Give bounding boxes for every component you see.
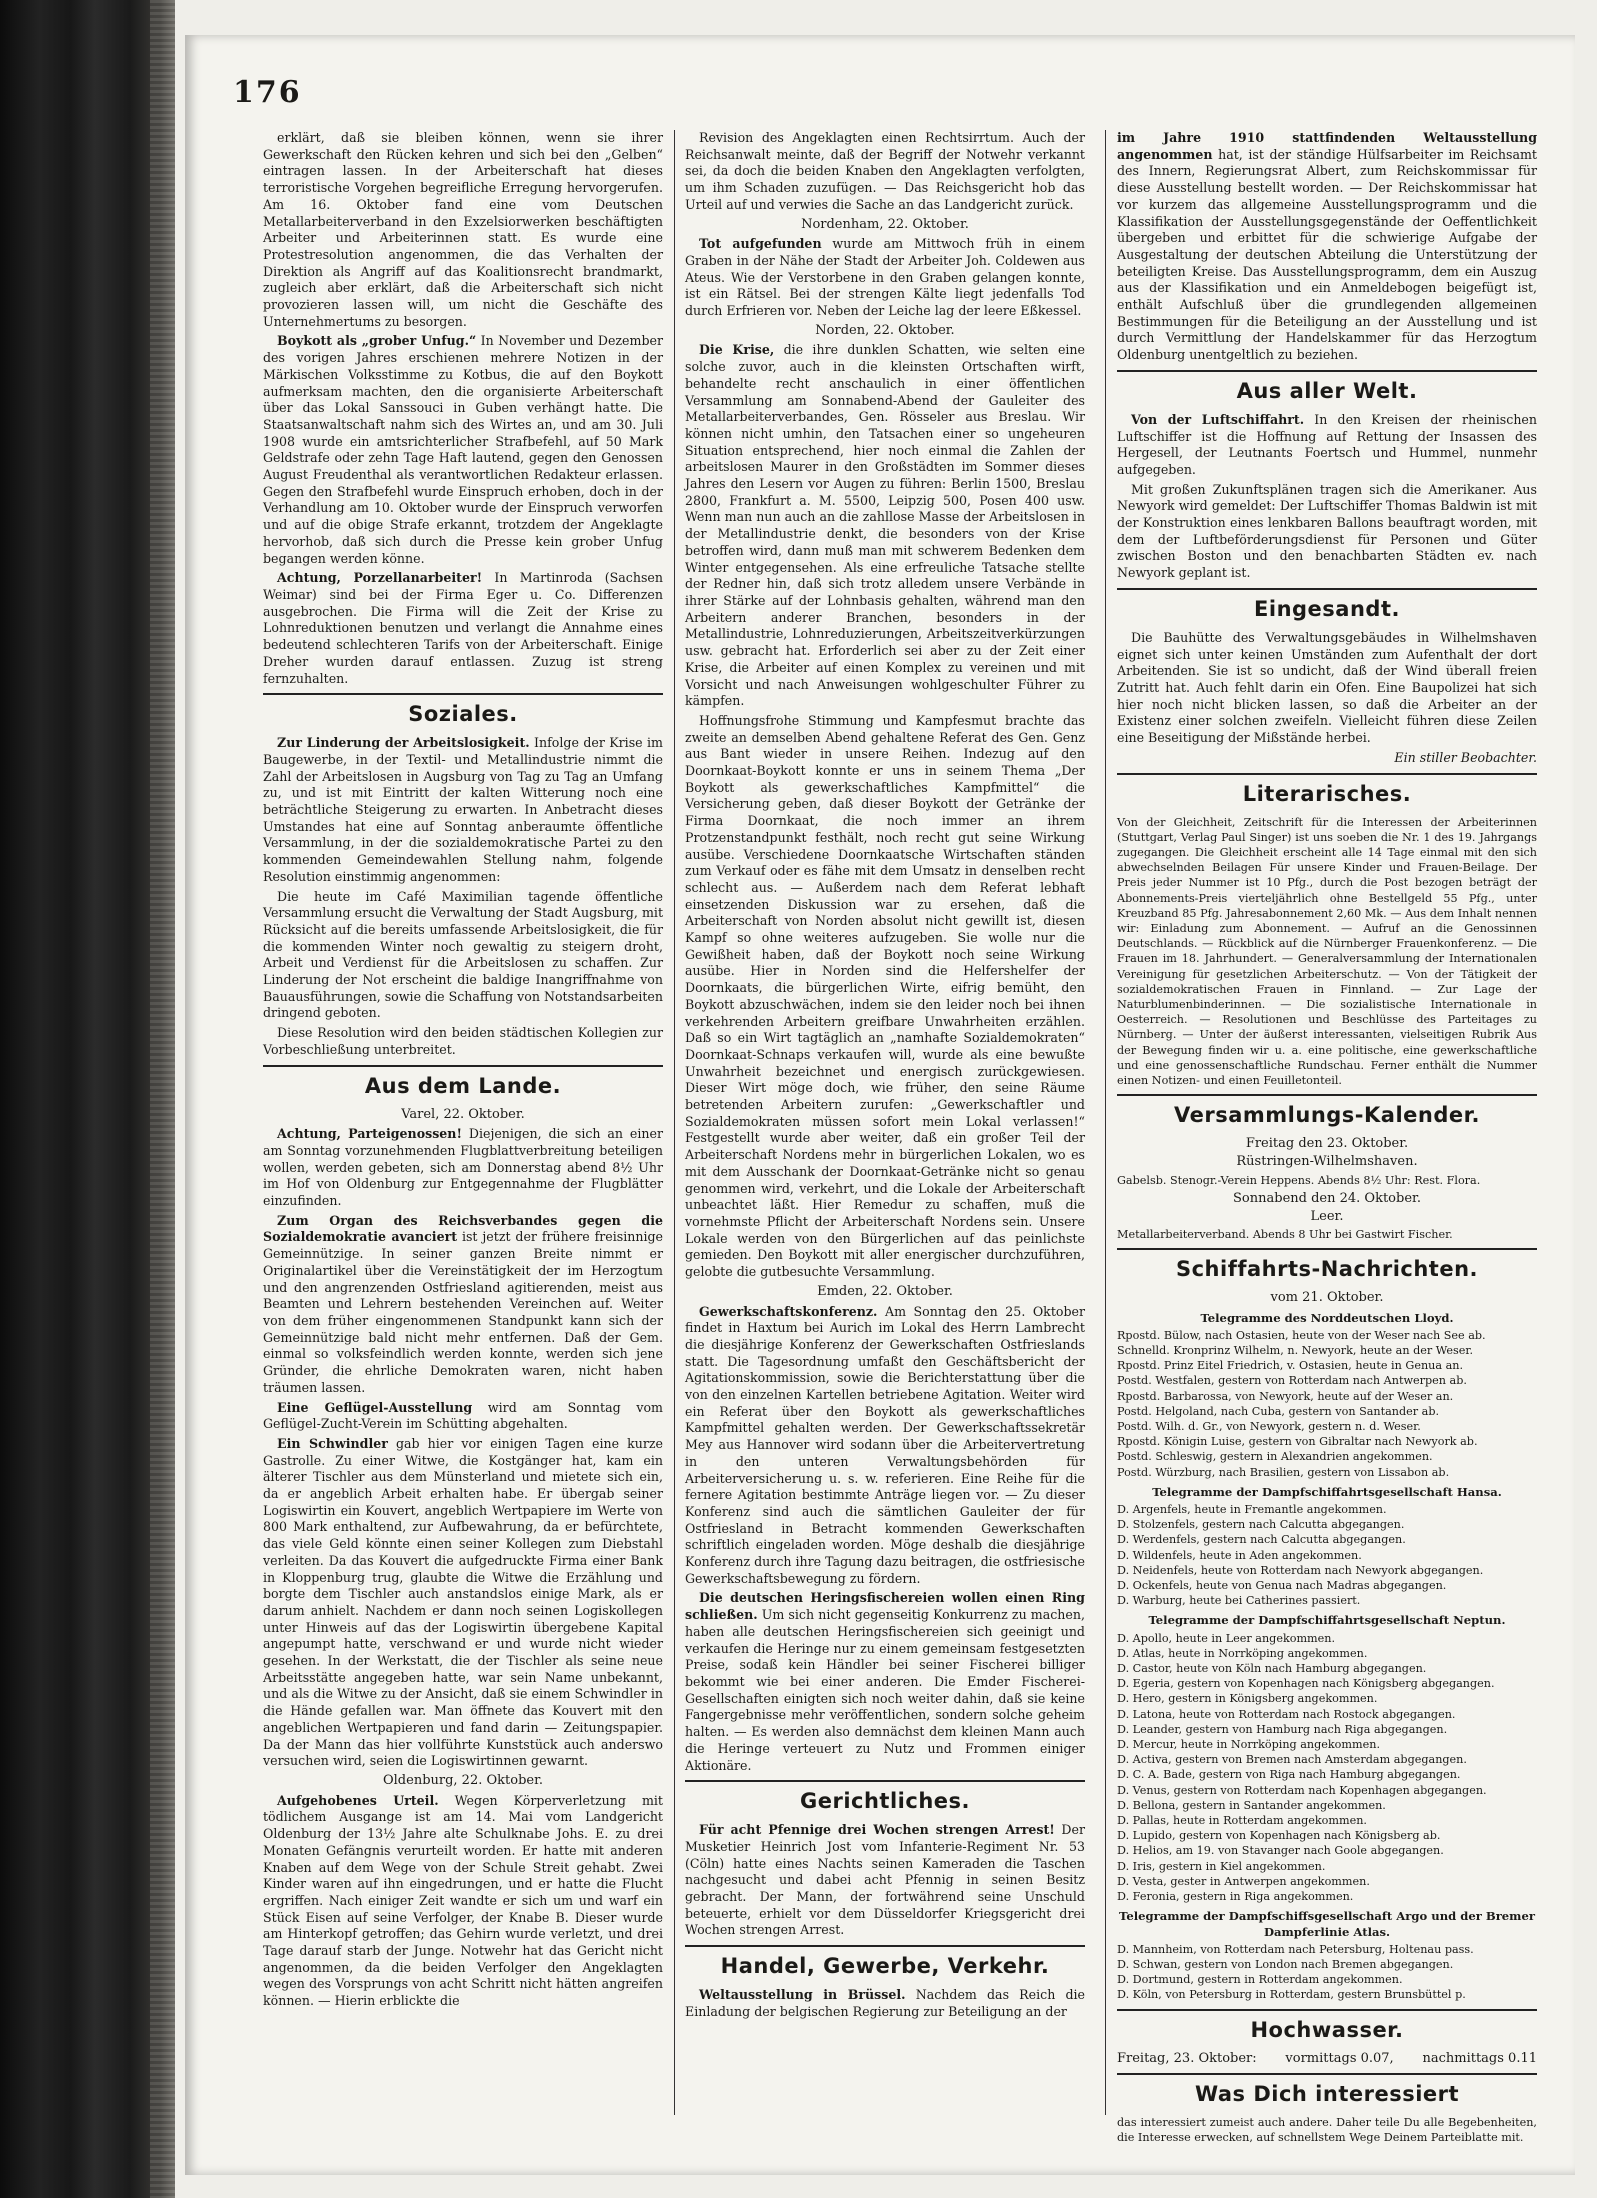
section-heading-literarisches: Literarisches. (1117, 773, 1537, 809)
dateline: Emden, 22. Oktober. (817, 1283, 953, 1299)
paragraph: Achtung, Parteigenossen! Diejenigen, die sich an einer am Sonntag vorzunehmenden Flugblattverbreitung beteiligen wollen, werden gebeten, sich am Donnerstag abend 8½ Uhr im Hof von Oldenburg zur Entgegennahme der Flugblätter einzufinden. (263, 1126, 663, 1209)
paragraph: Tot aufgefunden wurde am Mittwoch früh in einem Graben in der Nähe der Stadt der Arbeiter Joh. Coldewen aus Ateus. Wie der Verstorbene in den Graben gelangen konnte, ist ein Rätsel. Bei der strengen Kälte liegt jedenfalls Tod durch Erfrieren vor. Neben der Leiche lag der leere Eßkessel. (685, 236, 1085, 319)
ship-entry: D. Mannheim, von Rotterdam nach Petersburg, Holtenau pass. (1117, 1942, 1474, 1956)
ship-entry: Schnelld. Kronprinz Wilhelm, n. Newyork, heute an der Weser. (1117, 1343, 1474, 1357)
paragraph: Boykott als „grober Unfug.“ In November und Dezember des vorigen Jahres erschienen mehrere Notizen in der Märkischen Volksstimme zu Kotbus, die auf den Boykott aufmerksam machten, den die organisierte Arbeiterschaft über das Lokal Sanssouci in Guben verhängt hatte. Die Staatsanwaltschaft nahm sich des Wirtes an, und am 30. Juli 1908 wurde ein amtsrichterlicher Strafbefehl, auf 50 Mark Geldstrafe oder zehn Tage Haft lautend, gegen den Genossen August Freudenthal als verantwortlichen Redakteur erlassen. Gegen den Strafbefehl wurde Einspruch erhoben, doch in der Verhandlung am 10. Oktober wurde der Einspruch verworfen und auf die obige Strafe erkannt, trotzdem der Angeklagte hervorhob, daß sich durch die Presse kein grober Unfug begangen werden könne. (263, 333, 663, 566)
section-heading-was-dich-interessiert: Was Dich interessiert (1117, 2073, 1537, 2109)
section-heading-gerichtliches: Gerichtliches. (685, 1780, 1085, 1816)
calendar-date: Sonnabend den 24. Oktober. (1233, 1190, 1421, 1206)
paragraph: Für acht Pfennige drei Wochen strengen Arrest! Der Musketier Heinrich Jost vom Infanterie-Regiment Nr. 53 (Cöln) hatte eines Nachts seinen Kameraden die Taschen nachgesucht und dabei acht Pfennig in seinen Besitz gebracht. Der Mann, der fortwährend seine Unschuld beteuerte, erhielt vor dem Düsseldorfer Kriegsgericht drei Wochen strengen Arrest. (685, 1822, 1085, 1938)
paragraph: Revision des Angeklagten einen Rechtsirrtum. Auch der Reichsanwalt meinte, daß der Begriff der Notwehr verkannt sei, da doch die beiden Knaben den Angeklagten verfolgten, um ihm Schaden zuzufügen. — Das Reichsgericht hob das Urteil auf und verwies die Sache an das Landgericht zurück. (685, 130, 1085, 212)
calendar-entry: Gabelsb. Stenogr.-Verein Heppens. Abends 8½ Uhr: Rest. Flora. (1117, 1173, 1481, 1187)
ship-entry: Rpostd. Bülow, nach Ostasien, heute von der Weser nach See ab. (1117, 1328, 1486, 1342)
paragraph: Von der Luftschiffahrt. In den Kreisen der rheinischen Luftschiffer ist die Hoffnung auf Rettung der Insassen des Hergesell, der Leutnants Foertsch und Hummel, nunmehr aufgegeben. (1117, 411, 1538, 477)
section-heading-schiffahrt: Schiffahrts-Nachrichten. (1117, 1248, 1537, 1284)
ship-entry: Rpostd. Königin Luise, gestern von Gibraltar nach Newyork ab. (1117, 1435, 1478, 1449)
dateline: Oldenburg, 22. Oktober. (382, 1772, 544, 1788)
paragraph: Von der Gleichheit, Zeitschrift für die Interessen der Arbeiterinnen (Stuttgart, Verlag Paul Singer) ist uns soeben die Nr. 1 des 19. Jahrgangs zugegangen. Die Gleichheit erscheint alle 14 Tage einmal mit den sich abwechselnden Beilagen Für unsere Kinder und Frauen-Beilage. Der Preis jeder Nummer ist 10 Pfg., durch die Post bezogen beträgt der Abonnements-Preis vierteljährlich ohne Bestellgeld 55 Pfg., unter Kreuzband 85 Pfg. Jahresabonnement 2,60 Mk. — Aus dem Inhalt nennen wir: Einladung zum Abonnement. — Aufruf an die Genossinnen Deutschlands. — Rückblick auf die Nürnberger Frauenkonferenz. — Die Frauen im 18. Jahrhundert. — Generalversammlung der Internationalen Vereinigung für gesetzlichen Arbeiterschutz. — Von der Tätigkeit der sozialdemokratischen Frauen in Finnland. — Zur Lage der Naturblumenbinderinnen. — Die sozialistische Internationale in Oesterreich. — Resolutionen und Beschlüsse des Parteitages zu Nürnberg. — Unter der äußerst interessanten, vielseitigen Rubrik Aus der Bewegung finden wir u. a. eine politische, eine gewerkschaftliche und eine genossenschaftliche Rundschau. Ferner enthält die Nummer einen Notizen- und einen Feuilletonteil. (1117, 815, 1537, 1087)
ship-entry: D. Castor, heute von Köln nach Hamburg abgegangen. (1117, 1662, 1427, 1676)
paragraph: im Jahre 1910 stattfindenden Weltausstellung angenommen hat, ist der ständige Hülfsarbeiter im Reichsamt des Innern, Regierungsrat Albert, zum Reichskommissar für diese Ausstellung bestellt worden. — Der Reichskommissar hat vor kurzem das allgemeine Ausstellungsprogramm und die Klassifikation der Ausstellungsgegenstände der Oeffentlichkeit übergeben und erbittet für die schwierige Aufgabe der Ausgestaltung der deutschen Abteilung die Unterstützung der beteiligten Kreise. Das Ausstellungsprogramm, dem ein Auszug aus der Klassifikation und ein Anmeldebogen beigefügt ist, enthält Aufschluß über die grundlegenden allgemeinen Bestimmungen für die Beteiligung an der Ausstellung und ist durch Vermittlung der Handelskammer für das Herzogtum Oldenburg unentgeltlich zu beziehen. (1117, 130, 1537, 363)
ship-entry: D. Activa, gestern von Bremen nach Amsterdam abgegangen. (1117, 1753, 1467, 1767)
high-water-afternoon: nachmittags 0.11 (1422, 2050, 1537, 2066)
column-1 (263, 130, 663, 2013)
telegram-heading: Telegramme der Dampfschiffahrtsgesellschaft Hansa. (1152, 1484, 1502, 1499)
paragraph: Zum Organ des Reichsverbandes gegen die Sozialdemokratie avanciert ist jetzt der frühere freisinnige Gemeinnützige. In seiner ganzen Breite nimmt er Originalartikel über die Vereinstätigkeit der im Herzogtum und den angrenzenden Ostfriesland agitierenden, meist aus Beamten und Lehrern bestehenden Vereinchen auf. Weiter von dem früher eingenommenen Standpunkt kann sich der Gemeinnützige bald nicht mehr entfernen. Daß der Gem. einmal so volksfeindlich werden konnte, werden sich jene Gründer, die ehrliche Demokraten waren, nicht haben träumen lassen. (263, 1212, 663, 1395)
ship-entry: D. Werdenfels, gestern nach Calcutta abgegangen. (1117, 1533, 1406, 1547)
ship-entry: D. Feronia, gestern in Riga angekommen. (1117, 1890, 1354, 1904)
ship-entry: D. Köln, von Petersburg in Rotterdam, gestern Brunsbüttel p. (1117, 1988, 1466, 2002)
section-heading-versammlungen: Versammlungs-Kalender. (1117, 1094, 1537, 1130)
ship-entry: D. Pallas, heute in Rotterdam angekommen. (1117, 1814, 1367, 1828)
ship-entry: D. Ockenfels, heute von Genua nach Madras abgegangen. (1117, 1579, 1447, 1593)
ship-entry: Rpostd. Prinz Eitel Friedrich, v. Ostasien, heute in Genua an. (1117, 1359, 1464, 1373)
paragraph: Ein Schwindler gab hier vor einigen Tagen eine kurze Gastrolle. Zu einer Witwe, die Kostgänger hat, kam ein älterer Tischler aus dem Münsterland und mietete sich ein, da er angeblich Arbeit erhalten habe. Er übergab seiner Logiswirtin ein Kouvert, angeblich Wertpapiere im Werte von 800 Mark enthaltend, zur Aufbewahrung, da er befürchtete, das viele Geld könnte einen seiner Kollegen zum Diebstahl verleiten. Da das Kouvert die aufgedruckte Firma einer Bank in Kloppenburg trug, glaubte die Witwe die Erzählung und borgte dem Tischler auch anstandslos einige Mark, als er darum anhielt. Nachdem er dann noch seinen Logiskollegen unter Hinweis auf das der Logiswirtin übergebene Kapital angepumpt hatte, verschwand er und wurde nicht wieder gesehen. In der Werkstatt, die der Tischler als seine neue Arbeitsstätte angegeben hatte, war sein Name unbekannt, und als die Witwe zu der Ansicht, daß sie einem Schwindler in die Hände gefallen war. Man öffnete das Kouvert mit den angeblichen Wertpapieren und fand darin — Zeitungspapier. Da der Mann das hier vollführte Kunststück auch anderswo versuchen wird, seien die Logiswirtinnen gewarnt. (263, 1435, 663, 1769)
ship-entry: Rpostd. Barbarossa, von Newyork, heute auf der Weser an. (1117, 1389, 1454, 1403)
telegram-list (1117, 1328, 1537, 1480)
column-3 (1117, 130, 1537, 2147)
dateline: Nordenham, 22. Oktober. (801, 216, 969, 232)
calendar-place: Rüstringen-Wilhelmshaven. (1236, 1154, 1418, 1170)
paragraph: Aufgehobenes Urteil. Wegen Körperverletzung mit tödlichem Ausgange ist am 14. Mai vom Landgericht Oldenburg der 13½ Jahre alte Schulknabe Johs. E. zu drei Monaten Gefängnis verurteilt worden. Er hatte mit anderen Knaben auf dem Wege von der Schule Streit gehabt. Zwei Kinder waren auf ihn eingedrungen, und er hatte die Flucht ergriffen. Nach einiger Zeit wandte er sich um und warf ein Stück Eisen auf seine Verfolger, der Knabe B. Dieser wurde am Hinterkopf getroffen; das Gehirn wurde verletzt, und drei Tage darauf starb der Junge. Notwehr hat das Gericht nicht angenommen, da die beiden Verfolger den Angeklagten wegen des Vorsprungs von acht Schritt nicht hätten angreifen können. — Hierin erblickte die (263, 1792, 663, 2009)
ship-entry: D. Lupido, gestern von Kopenhagen nach Königsberg ab. (1117, 1829, 1441, 1843)
paragraph: Die Krise, die ihre dunklen Schatten, wie selten eine solche zuvor, auch in die kleinsten Ortschaften wirft, behandelte recht anschaulich in einer öffentlichen Versammlung am Sonnabend-Abend der Gauleiter des Metallarbeiterverbandes, Gen. Rösseler aus Breslau. Wir können nicht umhin, den Tatsachen einer so ungeheuren Situation entsprechend, hier noch einmal die Zahlen der arbeitslosen Maurer in den Großstädten im Sommer dieses Jahres den Lesern vor Augen zu führen: Berlin 1500, Breslau 2800, Frankfurt a. M. 5500, Leipzig 500, Posen 400 usw. Wenn man nun auch an die zahllose Masse der Arbeitslosen in der Metallindustrie denkt, die besonders von der Krise betroffen wird, dann muß man mit schwerem Bedenken dem Winter entgegensehen. Als eine erfreuliche Tatsache stellte der Redner hin, daß sich trotz alledem unsere Verbände in ihrer Stärke auf der Lohnbasis gehalten, während man den Arbeitern anderer Branchen, besonders in der Metallindustrie, Lohnreduzierungen, Arbeitszeitverkürzungen usw. gebracht hat. Erforderlich sei aber zu der Zeit einer Krise, die Arbeiter auf einen Komplex zu vereinen und mit Vorsicht und nach Anweisungen wohlgeschulter Führer zu kämpfen. (685, 342, 1085, 709)
ship-entry: D. Leander, gestern von Hamburg nach Riga abgegangen. (1117, 1722, 1448, 1736)
ship-entry: D. Bellona, gestern in Santander angekommen. (1117, 1798, 1386, 1812)
dateline: Norden, 22. Oktober. (815, 322, 955, 338)
ship-entry: D. Argenfels, heute in Fremantle angekommen. (1117, 1503, 1387, 1517)
telegram-heading: Telegramme der Dampfschiffsgesellschaft Argo und der Bremer Dampferlinie Atlas. (1119, 1909, 1535, 1939)
telegram-heading: Telegramme der Dampfschiffahrtsgesellschaft Neptun. (1148, 1613, 1506, 1628)
paragraph: Zur Linderung der Arbeitslosigkeit. Infolge der Krise im Baugewerbe, in der Textil- und Metallindustrie nimmt die Zahl der Arbeitslosen in Augsburg von Tag zu Tag an Umfang zu, und ist mit Eintritt der kalten Witterung noch eine beträchtliche Steigerung zu erwarten. In Anbetracht dieses Umstandes hat eine auf Sonntag anberaumte öffentliche Versammlung, in der die sozialdemokratische Partei zu den kommenden Gemeindewahlen Stellung nahm, folgende Resolution einstimmig angenommen: (263, 735, 663, 884)
ship-entry: D. Stolzenfels, gestern nach Calcutta abgegangen. (1117, 1518, 1405, 1532)
telegram-heading: Telegramme des Norddeutschen Lloyd. (1200, 1310, 1454, 1325)
ship-entry: D. Warburg, heute bei Catherines passiert. (1117, 1594, 1361, 1608)
shipping-news (1117, 1290, 1537, 2002)
ship-entry: Postd. Wilh. d. Gr., von Newyork, gestern n. d. Weser. (1117, 1420, 1421, 1433)
section-heading-soziales: Soziales. (263, 693, 663, 729)
section-heading-eingesandt: Eingesandt. (1117, 588, 1537, 624)
closing-note (1117, 2115, 1537, 2145)
paragraph: das interessiert zumeist auch andere. Daher teile Du alle Begebenheiten, die Interesse erwecken, auf schnellstem Wege Deinem Parteiblatte mit. (1117, 2116, 1537, 2145)
literary-notice (1117, 815, 1537, 1089)
dateline: Varel, 22. Oktober. (401, 1106, 525, 1122)
ship-entry: D. Dortmund, gestern in Rotterdam angekommen. (1117, 1973, 1403, 1987)
section-heading-aus-aller-welt: Aus aller Welt. (1117, 370, 1537, 406)
calendar-entry: Metallarbeiterverband. Abends 8 Uhr bei Gastwirt Fischer. (1117, 1228, 1453, 1242)
ship-entry: D. Iris, gestern in Kiel angekommen. (1117, 1859, 1326, 1873)
ship-entry: Postd. Westfalen, gestern von Rotterdam nach Antwerpen ab. (1117, 1374, 1467, 1388)
ship-entry: D. Schwan, gestern von London nach Bremen abgegangen. (1117, 1957, 1454, 1971)
paragraph: Diese Resolution wird den beiden städtischen Kollegien zur Vorbeschließung unterbreitet. (263, 1025, 663, 1057)
calendar-place: Leer. (1310, 1208, 1344, 1224)
page-number: 176 (233, 75, 302, 110)
ship-entry: D. C. A. Bade, gestern von Riga nach Hamburg abgegangen. (1117, 1768, 1461, 1782)
ship-entry: D. Hero, gestern in Königsberg angekommen. (1117, 1692, 1378, 1706)
telegram-list (1117, 1942, 1537, 2003)
paragraph: Mit großen Zukunftsplänen tragen sich die Amerikaner. Aus Newyork wird gemeldet: Der Luftschiffer Thomas Baldwin ist mit der Konstruktion eines lenkbaren Ballons beauftragt worden, mit dem der Luftbeförderungsdienst für Personen und Güter zwischen Boston und den benachbarten Städten ev. nach Newyork geplant ist. (1117, 481, 1537, 581)
ship-entry: Postd. Schleswig, gestern in Alexandrien angekommen. (1117, 1450, 1433, 1464)
section-heading-handel: Handel, Gewerbe, Verkehr. (685, 1945, 1085, 1981)
paragraph: Gewerkschaftskonferenz. Am Sonntag den 25. Oktober findet in Haxtum bei Aurich im Lokal des Herrn Lambrecht die diesjährige Konferenz der Gewerkschaften Ostfrieslands statt. Die Tagesordnung umfaßt den Geschäftsbericht der Agitationskommission, sowie die Berichterstattung über die von den einzelnen Kartellen betriebene Agitation. Weiter wird ein Referat über den Boykott als gewerkschaftliches Kampfmittel gehalten werden. Der Gewerkschaftssekretär Mey aus Hannover wird sodann über die Arbeitervertretung in den unteren Verwaltungsbehörden für Arbeiterversicherung u. s. w. referieren. Eine Reihe für die fernere Agitation bestimmte Anträge liegen vor. — Zu dieser Konferenz sind auch die sämtlichen Gauleiter der für Ostfriesland in Betracht kommenden Gewerkschaften schriftlich eingeladen worden. Möge deshalb die diesjährige Konferenz durch ihre Tagung dazu beitragen, die ostfriesische Gewerkschaftsbewegung zu fördern. (685, 1303, 1085, 1586)
telegram-list (1117, 1631, 1537, 1905)
page-stack-edge (150, 0, 175, 2198)
paragraph: Die Bauhütte des Verwaltungsgebäudes in Wilhelmshaven eignet sich unter keinen Umständen zum Aufenthalt der dort Arbeitenden. Sie ist so undicht, daß der Wind überall freien Zutritt hat. Auch fehlt darin ein Ofen. Eine Baupolizei hat sich hier noch nicht blicken lassen, so daß die Arbeiter an der Existenz einer solchen zweifeln. Vielleicht führen diese Zeilen eine Beseitigung der Mißstände herbei. (1117, 629, 1537, 746)
shipping-date: vom 21. Oktober. (1270, 1290, 1384, 1306)
ship-entry: D. Latona, heute von Rotterdam nach Rostock abgegangen. (1117, 1707, 1456, 1721)
paragraph: Eine Geflügel-Ausstellung wird am Sonntag vom Geflügel-Zucht-Verein im Schütting abgehalten. (263, 1399, 663, 1432)
ship-entry: D. Wildenfels, heute in Aden angekommen. (1117, 1548, 1362, 1562)
signature: Ein stiller Beobachter. (1394, 749, 1537, 765)
book-binding (0, 0, 175, 2198)
ship-entry: D. Neidenfels, heute von Rotterdam nach Newyork abgegangen. (1117, 1563, 1484, 1577)
meeting-calendar (1117, 1136, 1537, 1242)
section-heading-aus-dem-lande: Aus dem Lande. (263, 1065, 663, 1101)
high-water-morning: vormittags 0.07, (1285, 2050, 1394, 2066)
paragraph: Die deutschen Heringsfischereien wollen einen Ring schließen. Um sich nicht gegenseitig Konkurrenz zu machen, haben alle deutschen Heringsfischereien sich geeinigt und verkaufen die Heringe nur zu einem gemeinsam festgesetzten Preise, sodaß kein Händler bei seiner Fischerei billiger bekommt wie bei einer anderen. Die Emder Fischerei-Gesellschaften einigten sich noch weiter dahin, daß sie keine Fangergebnisse mehr veröffentlichen, sondern solche geheim halten. — Es werden also demnächst dem kleinen Mann auch die Heringe verteuert zu Nutz und Frommen einiger Aktionäre. (685, 1590, 1085, 1773)
section-heading-hochwasser: Hochwasser. (1117, 2009, 1537, 2045)
paragraph: Weltausstellung in Brüssel. Nachdem das Reich die Einladung der belgischen Regierung zur Beteiligung an der (685, 1987, 1085, 2019)
high-water-day: Freitag, 23. Oktober: (1117, 2050, 1257, 2066)
paragraph: erklärt, daß sie bleiben können, wenn sie ihrer Gewerkschaft den Rücken kehren und sich bei den „Gelben“ eintragen lassen. In der Arbeiterschaft hat dieses terroristische Vorgehen begreifliche Erregung hervorgerufen. Am 16. Oktober fand eine vom Deutschen Metallarbeiterverband in den Exzelsiorwerken beschäftigten Arbeiter und Arbeiterinnen statt. Es wurde eine Protestresolution angenommen, die das Verhalten der Direktion als Angriff auf das Koalitionsrecht brandmarkt, zugleich aber erklärt, daß die Arbeiterschaft sich nicht provozieren lassen will, um nicht die Geschäfte des Unternehmertums zu besorgen. (263, 130, 663, 329)
calendar-date: Freitag den 23. Oktober. (1245, 1136, 1409, 1152)
ship-entry: D. Egeria, gestern von Kopenhagen nach Königsberg abgegangen. (1117, 1677, 1495, 1691)
ship-entry: D. Mercur, heute in Norrköping angekommen. (1117, 1738, 1381, 1752)
ship-entry: D. Venus, gestern von Rotterdam nach Kopenhagen abgegangen. (1117, 1783, 1487, 1797)
ship-entry: D. Helios, am 19. von Stavanger nach Goole abgegangen. (1117, 1844, 1444, 1858)
column-rule (1105, 130, 1106, 2115)
paragraph: Hoffnungsfrohe Stimmung und Kampfesmut brachte das zweite an demselben Abend gehaltene Referat des Gen. Genz aus Bant wieder in unsere Reihen. Indezug auf den Doornkaat-Boykott konnte er uns in seinem Thema „Der Boykott als gewerkschaftliches Kampfmittel“ die Versicherung geben, daß dieser Boykott der Getränke der Firma Doornkaat, die noch immer an ihrem Protzenstandpunkt festhält, noch recht gut seine Wirkung ausübe. Verschiedene Doornkaatsche Wirtschaften ständen zum Verkauf oder es fähe mit dem Umsatz in denselben recht schlecht aus. — Außerdem nach dem Referat lebhaft einsetzenden Diskussion war zu ersehen, daß die Arbeiterschaft von Norden absolut nicht gewillt ist, diesen Kampf so ohne weiteres aufzugeben. Sie wolle nur die Gewißheit haben, daß der Boykott noch seine Wirkung ausübe. Hier in Norden sind die Helfershelfer der Doornkaats, die bürgerlichen Wirte, eifrig bemüht, den Boykott abzuschwächen, indem sie den leider noch bei ihnen verkehrenden Arbeitern greifbare Unwahrheiten erzählen. Daß so ein Wirt tagtäglich an „namhafte Sozialdemokraten“ Doornkaat-Schnaps verkaufen will, wurde als eine bewußte Unwahrheit bezeichnet und energisch zurückgewiesen. Dieser Wirt möge doch, wie früher, den seine Räume betretenden Arbeitern zurufen: „Gewerkschaftler und Sozialdemokraten müssen sofort mein Lokal verlassen!“ Festgestellt wurde aber weiter, daß ein großer Teil der Arbeiterschaft Nordens mehr in bürgerlichen Lokalen, wo es mit dem Ausschank der Doornkaat-Getränke nicht so genau genommen wird, verkehrt, und die Lokale der Arbeiterschaft unbeachtet läßt. Hier Remedur zu schaffen, muß die vornehmste Pflicht der Arbeiterschaft Nordens sein. Unsere Lokale werden von den Bürgerlichen auf das peinlichste gemieden. Den Boykott mit aller energischer durchzuführen, gelobte die gutbesuchte Versammlung. (685, 712, 1085, 1280)
ship-entry: D. Apollo, heute in Leer angekommen. (1117, 1631, 1336, 1645)
ship-entry: Postd. Helgoland, nach Cuba, gestern von Santander ab. (1117, 1404, 1440, 1418)
ship-entry: D. Vesta, gester in Antwerpen angekommen. (1117, 1874, 1370, 1888)
telegram-list (1117, 1502, 1537, 1608)
paragraph: Achtung, Porzellanarbeiter! In Martinroda (Sachsen Weimar) sind bei der Firma Eger u. Co. Differenzen ausgebrochen. Die Firma will die Zeit der Krise zu Lohnreduktionen benutzen und verlangt die Annahme eines bedeutend schlechteren Tarifs von der Arbeiterschaft. Einige Dreher wurden darauf entlassen. Zuzug ist streng fernzuhalten. (263, 570, 663, 686)
paragraph: Die heute im Café Maximilian tagende öffentliche Versammlung ersucht die Verwaltung der Stadt Augsburg, mit Rücksicht auf die bereits umfassende Arbeitslosigkeit, die für die kommenden Winter noch gewaltig zu steigern droht, Arbeit und Verdienst für die Arbeitslosen zu schaffen. Zur Linderung der Not erscheint die baldige Inangriffnahme von Bauausführungen, sowie die Schaffung von Notstandsarbeiten dringend geboten. (263, 888, 663, 1021)
high-water-row (1117, 2051, 1537, 2068)
newspaper-page (185, 35, 1575, 2175)
column-rule (674, 130, 675, 2115)
column-2 (685, 130, 1085, 2024)
ship-entry: D. Atlas, heute in Norrköping angekommen. (1117, 1646, 1368, 1660)
ship-entry: Postd. Würzburg, nach Brasilien, gestern von Lissabon ab. (1117, 1465, 1450, 1479)
